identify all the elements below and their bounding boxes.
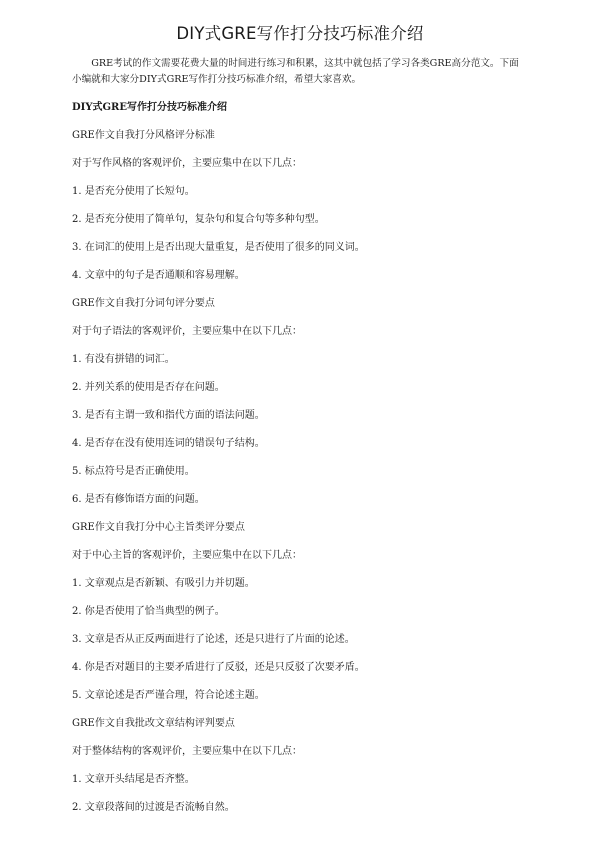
content-line: 1. 有没有拼错的词汇。 bbox=[72, 354, 175, 365]
content-line: 3. 在词汇的使用上是否出现大量重复，是否使用了很多的同义词。 bbox=[72, 242, 365, 253]
intro-paragraph: GRE考试的作文需要花费大量的时间进行练习和积累，这其中就包括了学习各类GRE高分范文。下面小编就和大家分DIY式GRE写作打分技巧标准介绍，希望大家喜欢。 bbox=[72, 58, 519, 85]
content-lines bbox=[72, 129, 528, 829]
content-line: 2. 是否充分使用了简单句，复杂句和复合句等多种句型。 bbox=[72, 214, 325, 225]
content-line: 5. 文章论述是否严谨合理，符合论述主题。 bbox=[72, 690, 265, 701]
content-line: 1. 是否充分使用了长短句。 bbox=[72, 186, 195, 197]
content-line: 4. 你是否对题目的主要矛盾进行了反驳，还是只反驳了次要矛盾。 bbox=[72, 662, 365, 673]
content-line: 对于中心主旨的客观评价，主要应集中在以下几点： bbox=[72, 550, 302, 561]
content-line: 2. 并列关系的使用是否存在问题。 bbox=[72, 382, 225, 393]
content-line: GRE作文自我批改文章结构评判要点 bbox=[72, 718, 235, 729]
content-line: GRE作文自我打分词句评分要点 bbox=[72, 298, 215, 309]
content-line: 3. 是否有主谓一致和指代方面的语法问题。 bbox=[72, 410, 265, 421]
content-line: 6. 是否有修饰语方面的问题。 bbox=[72, 494, 205, 505]
content-line: 2. 文章段落间的过渡是否流畅自然。 bbox=[72, 802, 235, 813]
section-title: DIY式GRE写作打分技巧标准介绍 bbox=[72, 102, 227, 113]
content-line: 4. 是否存在没有使用连词的错误句子结构。 bbox=[72, 438, 265, 449]
content-line: 1. 文章开头结尾是否齐整。 bbox=[72, 774, 195, 785]
content-line: 5. 标点符号是否正确使用。 bbox=[72, 466, 195, 477]
content-line: 1. 文章观点是否新颖、有吸引力并切题。 bbox=[72, 578, 255, 589]
page-title: DIY式GRE写作打分技巧标准介绍 bbox=[176, 24, 424, 43]
content-line: 4. 文章中的句子是否通顺和容易理解。 bbox=[72, 270, 245, 281]
content-line: 对于写作风格的客观评价，主要应集中在以下几点： bbox=[72, 158, 302, 169]
content-line: GRE作文自我打分风格评分标准 bbox=[72, 130, 215, 141]
content-line: 对于整体结构的客观评价，主要应集中在以下几点： bbox=[72, 746, 302, 757]
content-line: 对于句子语法的客观评价，主要应集中在以下几点： bbox=[72, 326, 302, 337]
content-line: GRE作文自我打分中心主旨类评分要点 bbox=[72, 522, 245, 533]
content-line: 2. 你是否使用了恰当典型的例子。 bbox=[72, 606, 225, 617]
content-line: 3. 文章是否从正反两面进行了论述，还是只进行了片面的论述。 bbox=[72, 634, 355, 645]
